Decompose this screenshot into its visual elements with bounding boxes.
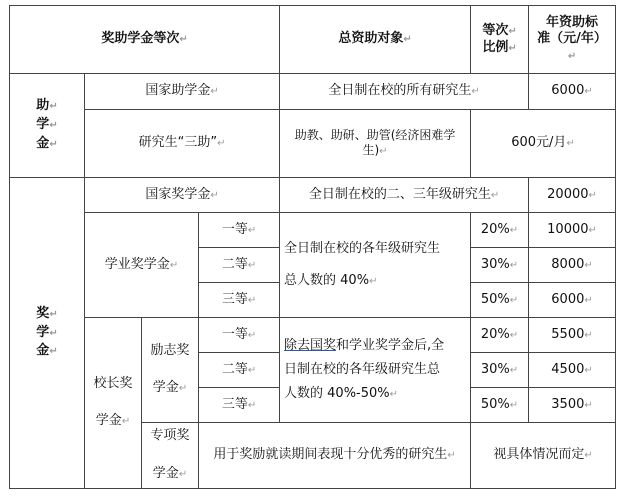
row-inspire-1 (10, 318, 616, 353)
academic-level-2: 二等↵ (199, 248, 280, 283)
academic-level-3: 三等↵ (199, 283, 280, 318)
academic-ratio-3: 50%↵ (471, 283, 529, 318)
national-aid-amount: 6000↵ (529, 74, 616, 110)
academic-level-1: 一等↵ (199, 213, 280, 248)
national-scholarship-amount: 20000↵ (529, 178, 616, 213)
academic-amount-1: 10000↵ (529, 213, 616, 248)
inspire-ratio-2: 30%↵ (471, 353, 529, 388)
inspire-target: 除去国奖和学业奖学金后,全 日制在校的各年级研究生总 人数的 40%-50%↵ (280, 318, 471, 423)
inspire-amount-2: 4500↵ (529, 353, 616, 388)
president-scholarship-name: 校长奖 学金↵ (85, 318, 142, 489)
special-scholarship-name: 专项奖 学金↵ (142, 423, 199, 489)
row-academic-1 (10, 213, 616, 248)
header-ratio: 等次↵ 比例↵ (471, 6, 529, 74)
inspire-amount-3: 3500↵ (529, 388, 616, 423)
inspire-ratio-3: 50%↵ (471, 388, 529, 423)
header-amount: 年资助标 准（元/年）↵ (529, 6, 616, 74)
national-aid-target: 全日制在校的所有研究生↵ (280, 74, 529, 110)
row-three-assist (10, 110, 616, 178)
inspire-scholarship-name: 励志奖 学金↵ (142, 318, 199, 423)
inspire-amount-1: 5500↵ (529, 318, 616, 353)
header-row (10, 6, 616, 74)
academic-scholarship-name: 学业奖学金↵ (85, 213, 199, 318)
three-assist-name: 研究生“三助”↵ (85, 110, 280, 178)
academic-target: 全日制在校的各年级研究生 总人数的 40%↵ (280, 213, 471, 318)
national-scholarship-target: 全日制在校的二、三年级研究生↵ (280, 178, 529, 213)
three-assist-amount: 600元/月↵ (471, 110, 616, 178)
row-national-scholarship (10, 178, 616, 213)
inspire-ratio-1: 20%↵ (471, 318, 529, 353)
academic-amount-2: 8000↵ (529, 248, 616, 283)
academic-ratio-2: 30%↵ (471, 248, 529, 283)
inspire-level-3: 三等↵ (199, 388, 280, 423)
special-amount: 视具体情况而定↵ (471, 423, 616, 489)
national-aid-name: 国家助学金↵ (85, 74, 280, 110)
scholarship-category-label: 奖↵ 学↵ 金↵ (10, 178, 85, 489)
inspire-level-1: 一等↵ (199, 318, 280, 353)
academic-amount-3: 6000↵ (529, 283, 616, 318)
scholarship-table (9, 5, 616, 489)
national-scholarship-name: 国家奖学金↵ (85, 178, 280, 213)
academic-ratio-1: 20%↵ (471, 213, 529, 248)
header-target: 总资助对象↵ (280, 6, 471, 74)
row-national-aid (10, 74, 616, 110)
special-target: 用于奖励就读期间表现十分优秀的研究生↵ (199, 423, 471, 489)
header-category: 奖助学金等次↵ (10, 6, 280, 74)
inspire-level-2: 二等↵ (199, 353, 280, 388)
three-assist-target: 助教、助研、助管(经济困难学生)↵ (280, 110, 471, 178)
aid-category-label: 助↵ 学↵ 金↵ (10, 74, 85, 178)
